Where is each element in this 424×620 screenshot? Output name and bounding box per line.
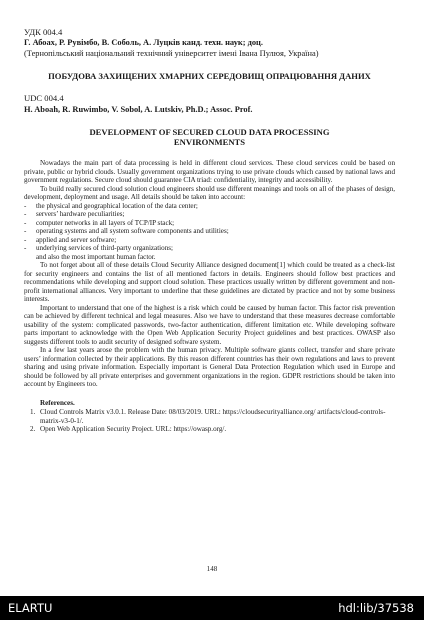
- footer-bar: [0, 596, 424, 620]
- title-ua: ПОБУДОВА ЗАХИЩЕНИХ ХМАРНИХ СЕРЕДОВИЩ ОПРАЦЮВАННЯ ДАНИХ: [48, 71, 371, 82]
- page-number: 148: [206, 565, 218, 573]
- article-body: [24, 159, 395, 389]
- paragraph-5: In a few last years arose the problem with the human privacy. Multiple software giants collect, transfer and share private users’ information collected by their applications. By this reason different countries has their own regulations and laws to prevent sharing and using private information. Especially important is General Data Protection Regulation which used in Europe and should be followed by all private enterprises and government organizations in the region. GDPR restrictions should be taken into account by Engineers too.: [24, 346, 395, 389]
- list-tail: and also the most important human factor.: [36, 252, 156, 261]
- authors-ua: Г. Абоах, Р. Рувімбо, В. Соболь, А. Луцків канд. техн. наук; доц.: [24, 38, 263, 48]
- references-heading: References.: [40, 398, 75, 407]
- paragraph-1: Nowadays the main part of data processing is held in different cloud services. These cloud services could be based on private, public or hybrid clouds. Usually government organizations trying to use private clouds which caused by national laws and government regulations. Secure cloud should guarantee CIA triad: confidentiality, integrity and accessibility.: [24, 159, 395, 185]
- document-page: [24, 27, 395, 434]
- udk-code: УДК 004.4: [24, 27, 63, 37]
- paragraph-3: To not forget about all of these details Cloud Security Alliance designed document[1] which could be treated as a check-list for security engineers and contains the list of all mentioned factors in details. Engineers should follow best practices and recommendations while developing and support cloud solution. These practices usually written by different government and non-profit international alliances. Very important to underline that these guidelines are dictated by practice and not by some business interests.: [24, 261, 395, 304]
- reference-item: 2. Open Web Application Security Project. URL: https://owasp.org/.: [30, 425, 227, 434]
- authors-en: H. Aboah, R. Ruwimbo, V. Sobol, A. Lutskiv, Ph.D.; Assoc. Prof.: [24, 104, 253, 114]
- list-item: - servers’ hardware peculiarities;: [24, 210, 125, 219]
- list-item: - the physical and geographical location of the data center;: [24, 201, 198, 210]
- title-en: DEVELOPMENT OF SECURED CLOUD DATA PROCESSING ENVIRONMENTS: [89, 126, 330, 147]
- affiliation-ua: (Тернопільський національний технічний університет імені Івана Пулюя, Україна): [24, 49, 319, 59]
- reference-item: 1. Cloud Controls Matrix v3.0.1. Release Date: 08/03/2019. URL: https://cloudsecurityalliance.org/ artifacts/cloud-controls-matrix-v3-0-1/.: [30, 408, 386, 425]
- details-list: [24, 202, 395, 253]
- list-item: - underlying services of third-party organizations;: [24, 244, 173, 253]
- reference-link[interactable]: Cloud Controls Matrix v3.0.1. Release Date: 08/03/2019. URL: https://cloudsecurityalliance.org/ artifacts/cloud-controls-matrix-v3-0-1/.: [40, 408, 386, 425]
- handle-id[interactable]: hdl:lib/37538: [338, 601, 414, 615]
- paragraph-2: To build really secured cloud solution cloud engineers should use different meanings and tools on all of the phases of design, development, deployment and usage. All details should be taken into account:: [24, 184, 395, 202]
- references-list: [24, 408, 395, 434]
- udc-code: UDC 004.4: [24, 93, 64, 104]
- list-item: - applied and server software;: [24, 235, 117, 244]
- list-item: - computer networks in all layers of TCP/IP stack;: [24, 218, 175, 227]
- reference-link[interactable]: Open Web Application Security Project. URL: https://owasp.org/.: [40, 425, 227, 434]
- repository-name[interactable]: ELARTU: [8, 601, 53, 615]
- list-item: - operating systems and all system software components and utilities;: [24, 227, 229, 236]
- paragraph-4: Important to understand that one of the highest is a risk which could be caused by human factor. This factor risk prevention can be achieved by different technical and legal measures. Also we have to understand that these measures decrease comfortable usability of the system: complicated passwords, two-factor authentication, different limitation etc. While developing software parts important to acknowledge with the Open Web Application Security Project guidelines and best practices. OWASP also suggests different tools to audit security of designed software system.: [24, 303, 395, 346]
